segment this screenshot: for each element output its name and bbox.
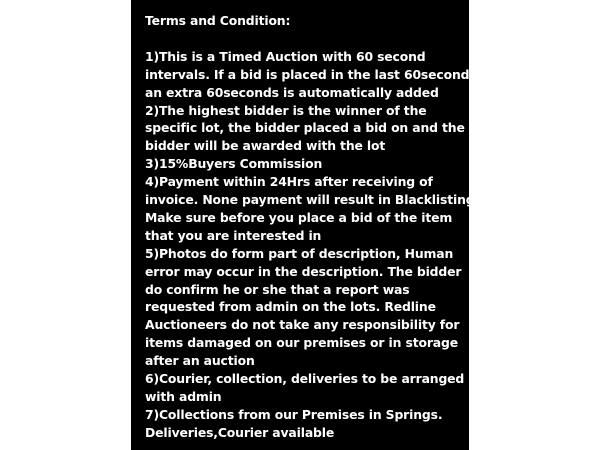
term-line: intervals. If a bid is placed in the last 60seconds	[145, 66, 477, 82]
term-line: 4)Payment within 24Hrs after receiving of	[145, 174, 433, 190]
term-line: 5)Photos do form part of description, Human	[145, 245, 454, 261]
term-line: 3)15%Buyers Commission	[145, 156, 323, 172]
term-line: invoice. None payment will result in Blacklisting.	[145, 192, 480, 208]
spacer	[145, 30, 469, 48]
term-line: after an auction	[145, 353, 255, 369]
term-line: Deliveries,Courier available	[145, 424, 335, 440]
terms-title: Terms and Condition:	[145, 13, 291, 28]
term-line: error may occur in the description. The bidder	[145, 263, 462, 279]
term-line: items damaged on our premises or in storage	[145, 335, 458, 351]
term-line: Make sure before you place a bid of the item	[145, 209, 453, 225]
terms-panel	[131, 0, 480, 450]
term-line: with admin	[145, 389, 222, 405]
term-line: Auctioneers do not take any responsibility for	[145, 317, 460, 333]
term-line: 1)This is a Timed Auction with 60 second	[145, 48, 426, 64]
term-line: that you are interested in	[145, 227, 322, 243]
term-line: specific lot, the bidder placed a bid on and the	[145, 120, 465, 136]
term-line: requested from admin on the lots. Redline	[145, 299, 436, 315]
term-line: bidder will be awarded with the lot	[145, 138, 386, 154]
term-line: 2)The highest bidder is the winner of the	[145, 102, 427, 118]
term-line: 7)Collections from our Premises in Springs.	[145, 406, 443, 422]
term-line: 6)Courier, collection, deliveries to be arranged	[145, 371, 465, 387]
term-line: an extra 60seconds is automatically added	[145, 84, 439, 100]
term-line: do confirm he or she that a report was	[145, 281, 410, 297]
